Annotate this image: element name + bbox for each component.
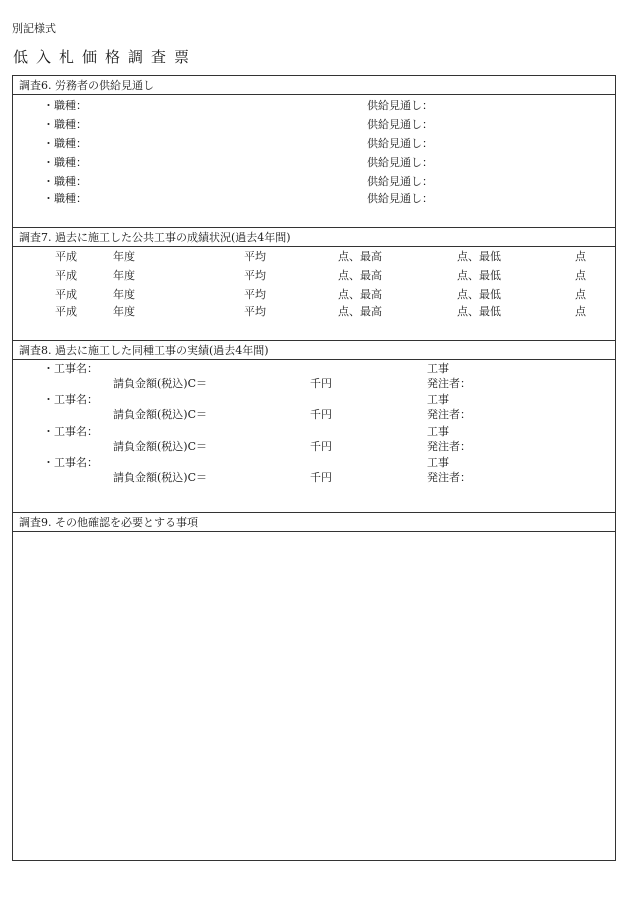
min-label: 点、最低 [457,288,501,301]
section-8-heading: 調査8. 過去に施工した同種工事の実績(過去4年間) [19,344,269,357]
job-type-label: ・職種： [43,175,87,188]
client-label: 発注者： [427,440,471,453]
fiscal-year-label: 年度 [113,269,135,282]
section-8 [12,340,616,513]
supply-outlook-label: 供給見通し： [367,118,433,131]
job-type-label: ・職種： [43,118,87,131]
labor-row [13,192,615,205]
labor-row [13,99,615,112]
min-label: 点、最低 [457,269,501,282]
thousand-yen-label: 千円 [310,408,332,421]
max-label: 点、最高 [338,288,382,301]
contract-amount-row [13,377,615,390]
labor-row [13,175,615,188]
section-9-header [13,513,615,532]
points-label: 点 [575,288,586,301]
project-name-label: ・工事名： [43,456,98,469]
average-label: 平均 [244,305,266,318]
project-name-row [13,362,615,375]
fiscal-year-label: 年度 [113,250,135,263]
job-type-label: ・職種： [43,137,87,150]
section-6 [12,75,616,228]
section-7-header [13,228,615,247]
thousand-yen-label: 千円 [310,471,332,484]
supply-outlook-label: 供給見通し： [367,192,433,205]
supply-outlook-label: 供給見通し： [367,156,433,169]
min-label: 点、最低 [457,250,501,263]
section-9 [12,512,616,861]
era-label: 平成 [55,288,77,301]
project-name-row [13,425,615,438]
labor-row [13,118,615,131]
job-type-label: ・職種： [43,192,87,205]
supply-outlook-label: 供給見通し： [367,99,433,112]
other-matters-area[interactable] [13,532,615,860]
contract-amount-label: 請負金額(税込)C＝ [113,377,207,390]
section-8-header [13,341,615,360]
client-label: 発注者： [427,471,471,484]
contract-amount-label: 請負金額(税込)C＝ [113,440,207,453]
project-name-label: ・工事名： [43,393,98,406]
section-6-header [13,76,615,95]
labor-row [13,137,615,150]
work-label: 工事 [427,425,449,438]
work-label: 工事 [427,393,449,406]
contract-amount-row [13,408,615,421]
contract-amount-row [13,471,615,484]
performance-row [13,305,615,318]
section-7-heading: 調査7. 過去に施工した公共工事の成績状況(過去4年間) [19,231,291,244]
project-name-row [13,456,615,469]
performance-row [13,269,615,282]
project-name-row [13,393,615,406]
project-name-label: ・工事名： [43,362,98,375]
supply-outlook-label: 供給見通し： [367,175,433,188]
era-label: 平成 [55,269,77,282]
thousand-yen-label: 千円 [310,377,332,390]
work-label: 工事 [427,456,449,469]
job-type-label: ・職種： [43,99,87,112]
contract-amount-row [13,440,615,453]
section-7 [12,227,616,341]
section-9-heading: 調査9. その他確認を必要とする事項 [19,516,198,529]
max-label: 点、最高 [338,269,382,282]
contract-amount-label: 請負金額(税込)C＝ [113,471,207,484]
max-label: 点、最高 [338,250,382,263]
labor-row [13,156,615,169]
client-label: 発注者： [427,408,471,421]
average-label: 平均 [244,288,266,301]
performance-row [13,288,615,301]
supply-outlook-label: 供給見通し： [367,137,433,150]
min-label: 点、最低 [457,305,501,318]
job-type-label: ・職種： [43,156,87,169]
document-title: 低入札価格調査票 [13,48,198,66]
fiscal-year-label: 年度 [113,288,135,301]
client-label: 発注者： [427,377,471,390]
section-6-heading: 調査6. 労務者の供給見通し [19,79,154,92]
average-label: 平均 [244,269,266,282]
max-label: 点、最高 [338,305,382,318]
points-label: 点 [575,269,586,282]
contract-amount-label: 請負金額(税込)C＝ [113,408,207,421]
work-label: 工事 [427,362,449,375]
era-label: 平成 [55,250,77,263]
project-name-label: ・工事名： [43,425,98,438]
fiscal-year-label: 年度 [113,305,135,318]
performance-row [13,250,615,263]
form-label: 別記様式 [12,22,56,35]
thousand-yen-label: 千円 [310,440,332,453]
points-label: 点 [575,250,586,263]
points-label: 点 [575,305,586,318]
era-label: 平成 [55,305,77,318]
average-label: 平均 [244,250,266,263]
